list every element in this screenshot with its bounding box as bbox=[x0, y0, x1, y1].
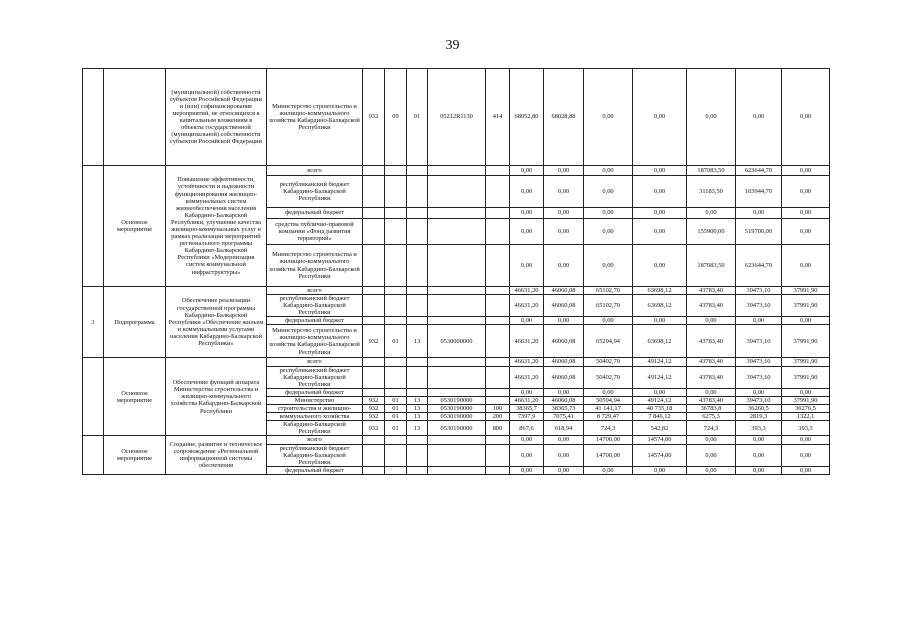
value-cell: 0,00 bbox=[687, 69, 736, 166]
row-type: Подпрограмма bbox=[104, 287, 166, 358]
source-label: федеральный бюджет bbox=[267, 466, 363, 474]
grbs-code: 932 bbox=[363, 405, 385, 413]
csr-code bbox=[428, 317, 486, 325]
value-cell: 0,00 bbox=[782, 176, 830, 208]
value-cell: 7397,9 bbox=[510, 413, 544, 421]
pr-code: 13 bbox=[407, 413, 428, 421]
value-cell: 43783,40 bbox=[687, 396, 736, 404]
vr-code bbox=[486, 287, 510, 295]
row-name: Обеспечение реализации государственной программы Кабардино-Балкарской Республики «Обеспечение жильем и коммунальными услугами населения Кабардино-Балкарской Республики» bbox=[166, 287, 267, 358]
csr-code bbox=[428, 444, 486, 466]
source-label: всего bbox=[267, 436, 363, 444]
rz-code: 01 bbox=[385, 396, 407, 404]
csr-code bbox=[428, 466, 486, 474]
value-cell: 623644,70 bbox=[736, 245, 782, 287]
value-cell: 867,6 bbox=[510, 421, 544, 436]
row-type: Основное мероприятие bbox=[104, 436, 166, 474]
value-cell: 0,00 bbox=[633, 317, 687, 325]
value-cell: 46060,08 bbox=[544, 366, 584, 388]
pr-code bbox=[407, 466, 428, 474]
value-cell: 43783,40 bbox=[687, 287, 736, 295]
table-row bbox=[83, 69, 830, 166]
value-cell: 393,3 bbox=[782, 421, 830, 436]
value-cell: 0,00 bbox=[510, 245, 544, 287]
pr-code: 13 bbox=[407, 421, 428, 436]
value-cell: 0,00 bbox=[544, 317, 584, 325]
value-cell: 14700,00 bbox=[584, 444, 633, 466]
value-cell: 0,00 bbox=[782, 444, 830, 466]
csr-code bbox=[428, 287, 486, 295]
rz-code bbox=[385, 366, 407, 388]
value-cell: 0,00 bbox=[633, 245, 687, 287]
value-cell: 63698,12 bbox=[633, 287, 687, 295]
value-cell: 0,00 bbox=[687, 208, 736, 219]
value-cell: 39473,10 bbox=[736, 396, 782, 404]
grbs-code bbox=[363, 287, 385, 295]
value-cell: 0,00 bbox=[782, 69, 830, 166]
value-cell: 0,00 bbox=[736, 466, 782, 474]
value-cell: 618,94 bbox=[544, 421, 584, 436]
source-label: республиканский бюджет Кабардино-Балкарской Республики bbox=[267, 366, 363, 388]
row-number bbox=[83, 166, 104, 287]
source-label: федеральный бюджет bbox=[267, 208, 363, 219]
source-label: республиканский бюджет Кабардино-Балкарской Республики bbox=[267, 295, 363, 317]
vr-code bbox=[486, 444, 510, 466]
value-cell: 46631,20 bbox=[510, 366, 544, 388]
value-cell: 0,00 bbox=[736, 436, 782, 444]
value-cell: 43783,40 bbox=[687, 358, 736, 366]
value-cell: 37991,90 bbox=[782, 295, 830, 317]
source-label: строительства и жилищно- bbox=[267, 405, 363, 413]
page-number: 39 bbox=[445, 38, 460, 53]
value-cell: 0,00 bbox=[584, 219, 633, 245]
row-executor: Министерство строительства и жилищно-коммунального хозяйства Кабардино-Балкарской Республики bbox=[267, 69, 363, 166]
source-label: коммунального хозяйства bbox=[267, 413, 363, 421]
value-cell: 0,00 bbox=[782, 245, 830, 287]
value-cell: 0,00 bbox=[782, 388, 830, 396]
vr-code bbox=[486, 317, 510, 325]
value-cell: 0,00 bbox=[633, 219, 687, 245]
value-cell: 724,3 bbox=[687, 421, 736, 436]
value-cell: 0,00 bbox=[687, 388, 736, 396]
value-cell: 50594,94 bbox=[584, 396, 633, 404]
grbs-code bbox=[363, 366, 385, 388]
value-cell: 6275,3 bbox=[687, 413, 736, 421]
pr-code bbox=[407, 388, 428, 396]
grbs-code bbox=[363, 317, 385, 325]
value-cell: 542,82 bbox=[633, 421, 687, 436]
grbs-code bbox=[363, 444, 385, 466]
pr-code bbox=[407, 287, 428, 295]
value-cell: 0,00 bbox=[544, 219, 584, 245]
value-cell: 0,00 bbox=[510, 317, 544, 325]
value-cell: 37991,90 bbox=[782, 396, 830, 404]
value-cell: 14574,00 bbox=[633, 444, 687, 466]
pr-code bbox=[407, 436, 428, 444]
value-cell: 187083,50 bbox=[687, 166, 736, 176]
vr-code bbox=[486, 466, 510, 474]
value-cell: 0,00 bbox=[782, 466, 830, 474]
rz-code: 01 bbox=[385, 325, 407, 358]
value-cell: 155900,00 bbox=[687, 219, 736, 245]
csr-code: 05212R1130 bbox=[428, 69, 486, 166]
vr-code bbox=[486, 219, 510, 245]
value-cell: 0,00 bbox=[544, 444, 584, 466]
value-cell: 0,00 bbox=[782, 166, 830, 176]
vr-code bbox=[486, 396, 510, 404]
value-cell: 0,00 bbox=[633, 466, 687, 474]
value-cell: 0,00 bbox=[782, 208, 830, 219]
value-cell: 0,00 bbox=[544, 388, 584, 396]
value-cell: 65102,70 bbox=[584, 287, 633, 295]
value-cell: 187083,50 bbox=[687, 245, 736, 287]
value-cell: 43783,40 bbox=[687, 366, 736, 388]
grbs-code: 932 bbox=[363, 396, 385, 404]
value-cell: 37991,90 bbox=[782, 287, 830, 295]
value-cell: 0,00 bbox=[544, 176, 584, 208]
value-cell: 50402,70 bbox=[584, 366, 633, 388]
value-cell: 63698,12 bbox=[633, 295, 687, 317]
value-cell: 36260,5 bbox=[736, 405, 782, 413]
vr-code bbox=[486, 436, 510, 444]
rz-code: 01 bbox=[385, 405, 407, 413]
value-cell: 50402,70 bbox=[584, 358, 633, 366]
value-cell: 63698,12 bbox=[633, 325, 687, 358]
value-cell: 393,3 bbox=[736, 421, 782, 436]
pr-code: 13 bbox=[407, 396, 428, 404]
grbs-code bbox=[363, 245, 385, 287]
value-cell: 0,00 bbox=[544, 466, 584, 474]
rz-code: 01 bbox=[385, 413, 407, 421]
source-label: всего bbox=[267, 287, 363, 295]
pr-code bbox=[407, 366, 428, 388]
rz-code bbox=[385, 295, 407, 317]
pr-code bbox=[407, 358, 428, 366]
value-cell: 0,00 bbox=[687, 317, 736, 325]
csr-code bbox=[428, 366, 486, 388]
pr-code bbox=[407, 295, 428, 317]
csr-code: 0530190000 bbox=[428, 413, 486, 421]
value-cell: 37991,90 bbox=[782, 325, 830, 358]
value-cell: 0,00 bbox=[510, 166, 544, 176]
value-cell: 0,00 bbox=[510, 436, 544, 444]
grbs-code bbox=[363, 436, 385, 444]
value-cell: 46631,20 bbox=[510, 325, 544, 358]
rz-code bbox=[385, 436, 407, 444]
value-cell: 46631,20 bbox=[510, 287, 544, 295]
value-cell: 36276,5 bbox=[782, 405, 830, 413]
value-cell: 46631,20 bbox=[510, 396, 544, 404]
grbs-code bbox=[363, 166, 385, 176]
vr-code bbox=[486, 208, 510, 219]
value-cell: 46631,20 bbox=[510, 358, 544, 366]
csr-code bbox=[428, 245, 486, 287]
pr-code: 01 bbox=[407, 69, 428, 166]
rz-code: 09 bbox=[385, 69, 407, 166]
rz-code bbox=[385, 166, 407, 176]
value-cell: 0,00 bbox=[584, 466, 633, 474]
value-cell: 39473,10 bbox=[736, 295, 782, 317]
value-cell: 68052,80 bbox=[510, 69, 544, 166]
value-cell: 7075,41 bbox=[544, 413, 584, 421]
value-cell: 0,00 bbox=[633, 69, 687, 166]
rz-code bbox=[385, 245, 407, 287]
value-cell: 0,00 bbox=[510, 444, 544, 466]
pr-code bbox=[407, 317, 428, 325]
vr-code bbox=[486, 295, 510, 317]
value-cell: 40 735,18 bbox=[633, 405, 687, 413]
value-cell: 0,00 bbox=[736, 69, 782, 166]
value-cell: 39473,10 bbox=[736, 366, 782, 388]
value-cell: 46060,08 bbox=[544, 325, 584, 358]
value-cell: 8 729,47 bbox=[584, 413, 633, 421]
grbs-code bbox=[363, 358, 385, 366]
source-label: Кабардино-Балкарской Республики bbox=[267, 421, 363, 436]
pr-code bbox=[407, 166, 428, 176]
value-cell: 0,00 bbox=[736, 208, 782, 219]
value-cell: 46060,08 bbox=[544, 396, 584, 404]
csr-code bbox=[428, 219, 486, 245]
value-cell: 0,00 bbox=[510, 388, 544, 396]
value-cell: 1322,1 bbox=[782, 413, 830, 421]
grbs-code bbox=[363, 208, 385, 219]
csr-code bbox=[428, 208, 486, 219]
source-label: республиканский бюджет Кабардино-Балкарской Республики bbox=[267, 444, 363, 466]
pr-code bbox=[407, 245, 428, 287]
table-row bbox=[83, 358, 830, 366]
value-cell: 68028,88 bbox=[544, 69, 584, 166]
vr-code bbox=[486, 176, 510, 208]
value-cell: 37991,90 bbox=[782, 366, 830, 388]
csr-code bbox=[428, 436, 486, 444]
value-cell: 7 846,12 bbox=[633, 413, 687, 421]
csr-code bbox=[428, 388, 486, 396]
value-cell: 39473,10 bbox=[736, 325, 782, 358]
value-cell: 0,00 bbox=[584, 208, 633, 219]
value-cell: 0,00 bbox=[510, 219, 544, 245]
value-cell: 39473,10 bbox=[736, 358, 782, 366]
value-cell: 49124,12 bbox=[633, 366, 687, 388]
row-number bbox=[83, 436, 104, 474]
value-cell: 0,00 bbox=[544, 166, 584, 176]
value-cell: 41 141,17 bbox=[584, 405, 633, 413]
row-type: Основное мероприятие bbox=[104, 166, 166, 287]
csr-code: 0530190000 bbox=[428, 405, 486, 413]
value-cell: 37991,90 bbox=[782, 358, 830, 366]
value-cell: 65294,94 bbox=[584, 325, 633, 358]
rz-code bbox=[385, 388, 407, 396]
pr-code bbox=[407, 444, 428, 466]
value-cell: 0,00 bbox=[782, 317, 830, 325]
value-cell: 65102,70 bbox=[584, 295, 633, 317]
value-cell: 0,00 bbox=[633, 176, 687, 208]
value-cell: 724,3 bbox=[584, 421, 633, 436]
value-cell: 0,00 bbox=[736, 388, 782, 396]
pr-code bbox=[407, 176, 428, 208]
table-row bbox=[83, 287, 830, 295]
vr-code bbox=[486, 325, 510, 358]
row-name: Обеспечение функций аппарата Министерства строительства и жилищно-коммунального хозяйства Кабардино-Балкарской Республики bbox=[166, 358, 267, 436]
grbs-code: 932 bbox=[363, 421, 385, 436]
grbs-code bbox=[363, 295, 385, 317]
rz-code bbox=[385, 208, 407, 219]
value-cell: 14700,00 bbox=[584, 436, 633, 444]
value-cell: 0,00 bbox=[584, 245, 633, 287]
grbs-code: 932 bbox=[363, 325, 385, 358]
row-type: Основное мероприятие bbox=[104, 358, 166, 436]
value-cell: 0,00 bbox=[510, 466, 544, 474]
value-cell: 49124,12 bbox=[633, 396, 687, 404]
row-name: (муниципальной) собственности субъектов Российской Федерации и (или) софинансирование мероприятий, не относящихся к капитальным вложениям в объекты государственной (муниципальной) собственности субъектов Российской Федерации bbox=[166, 69, 267, 166]
value-cell: 0,00 bbox=[510, 208, 544, 219]
table-body bbox=[83, 69, 830, 475]
vr-code bbox=[486, 366, 510, 388]
vr-code bbox=[486, 166, 510, 176]
value-cell: 103944,70 bbox=[736, 176, 782, 208]
value-cell: 0,00 bbox=[633, 388, 687, 396]
value-cell: 31183,50 bbox=[687, 176, 736, 208]
vr-code: 100 bbox=[486, 405, 510, 413]
csr-code bbox=[428, 166, 486, 176]
value-cell: 0,00 bbox=[687, 436, 736, 444]
source-label: всего bbox=[267, 358, 363, 366]
value-cell: 0,00 bbox=[687, 444, 736, 466]
rz-code: 01 bbox=[385, 421, 407, 436]
vr-code: 200 bbox=[486, 413, 510, 421]
row-name: Повышение эффективности, устойчивости и надежности функционирования жилищно-коммунальных систем жизнеобеспечения населения Кабардино-Балкарской Республики, улучшение качества жилищно-коммунальных услуг в рамках реализации мероприятий регионального программы Кабардино-Балкарской Республики «Модернизация систем коммунальной инфраструктуры» bbox=[166, 166, 267, 287]
value-cell: 623644,70 bbox=[736, 166, 782, 176]
grbs-code bbox=[363, 388, 385, 396]
value-cell: 0,00 bbox=[584, 388, 633, 396]
value-cell: 0,00 bbox=[782, 436, 830, 444]
row-name: Создание, развитие и техническое сопровождение «Региональной информационной системы обеспечения bbox=[166, 436, 267, 474]
rz-code bbox=[385, 219, 407, 245]
value-cell: 0,00 bbox=[544, 208, 584, 219]
value-cell: 0,00 bbox=[584, 69, 633, 166]
value-cell: 46631,20 bbox=[510, 295, 544, 317]
csr-code: 0530190000 bbox=[428, 396, 486, 404]
rz-code bbox=[385, 317, 407, 325]
value-cell: 0,00 bbox=[736, 317, 782, 325]
csr-code bbox=[428, 176, 486, 208]
rz-code bbox=[385, 287, 407, 295]
table-row bbox=[83, 166, 830, 176]
rz-code bbox=[385, 466, 407, 474]
value-cell: 0,00 bbox=[584, 166, 633, 176]
value-cell: 0,00 bbox=[544, 436, 584, 444]
value-cell: 43783,40 bbox=[687, 325, 736, 358]
vr-code bbox=[486, 245, 510, 287]
csr-code: 0530190000 bbox=[428, 421, 486, 436]
source-label: Министерство строительства и жилищно-коммунального хозяйства Кабардино-Балкарской Республики bbox=[267, 325, 363, 358]
source-label: всего bbox=[267, 166, 363, 176]
source-label: республиканский бюджет Кабардино-Балкарской Республики bbox=[267, 176, 363, 208]
grbs-code bbox=[363, 176, 385, 208]
grbs-code bbox=[363, 466, 385, 474]
value-cell: 519700,00 bbox=[736, 219, 782, 245]
value-cell: 0,00 bbox=[510, 176, 544, 208]
value-cell: 0,00 bbox=[687, 466, 736, 474]
pr-code bbox=[407, 219, 428, 245]
value-cell: 39473,10 bbox=[736, 287, 782, 295]
csr-code bbox=[428, 358, 486, 366]
value-cell: 0,00 bbox=[633, 208, 687, 219]
grbs-code bbox=[363, 219, 385, 245]
table-row bbox=[83, 436, 830, 444]
value-cell: 46060,08 bbox=[544, 287, 584, 295]
value-cell: 38365,7 bbox=[510, 405, 544, 413]
vr-code: 414 bbox=[486, 69, 510, 166]
value-cell: 46060,08 bbox=[544, 295, 584, 317]
rz-code bbox=[385, 358, 407, 366]
vr-code bbox=[486, 388, 510, 396]
budget-table bbox=[82, 68, 830, 475]
value-cell: 14574,00 bbox=[633, 436, 687, 444]
source-label: средства публично-правовой компании «Фонд развития территорий» bbox=[267, 219, 363, 245]
value-cell: 0,00 bbox=[782, 219, 830, 245]
vr-code bbox=[486, 358, 510, 366]
value-cell: 0,00 bbox=[584, 317, 633, 325]
row-number: 3 bbox=[83, 287, 104, 358]
rz-code bbox=[385, 176, 407, 208]
grbs-code: 932 bbox=[363, 69, 385, 166]
row-number bbox=[83, 358, 104, 436]
rz-code bbox=[385, 444, 407, 466]
csr-code bbox=[428, 295, 486, 317]
pr-code: 13 bbox=[407, 325, 428, 358]
value-cell: 38365,73 bbox=[544, 405, 584, 413]
grbs-code: 932 bbox=[363, 413, 385, 421]
value-cell: 46060,08 bbox=[544, 358, 584, 366]
value-cell: 49124,12 bbox=[633, 358, 687, 366]
source-label: федеральный бюджет bbox=[267, 388, 363, 396]
csr-code: 0530000000 bbox=[428, 325, 486, 358]
value-cell: 0,00 bbox=[544, 245, 584, 287]
vr-code: 800 bbox=[486, 421, 510, 436]
value-cell: 0,00 bbox=[736, 444, 782, 466]
value-cell: 2819,3 bbox=[736, 413, 782, 421]
pr-code bbox=[407, 208, 428, 219]
source-label: Министерство bbox=[267, 396, 363, 404]
value-cell: 43783,40 bbox=[687, 295, 736, 317]
value-cell: 0,00 bbox=[584, 176, 633, 208]
source-label: федеральный бюджет bbox=[267, 317, 363, 325]
source-label: Министерство строительства и жилищно-коммунального хозяйства Кабардино-Балкарской Республики bbox=[267, 245, 363, 287]
pr-code: 13 bbox=[407, 405, 428, 413]
value-cell: 36783,8 bbox=[687, 405, 736, 413]
value-cell: 0,00 bbox=[633, 166, 687, 176]
